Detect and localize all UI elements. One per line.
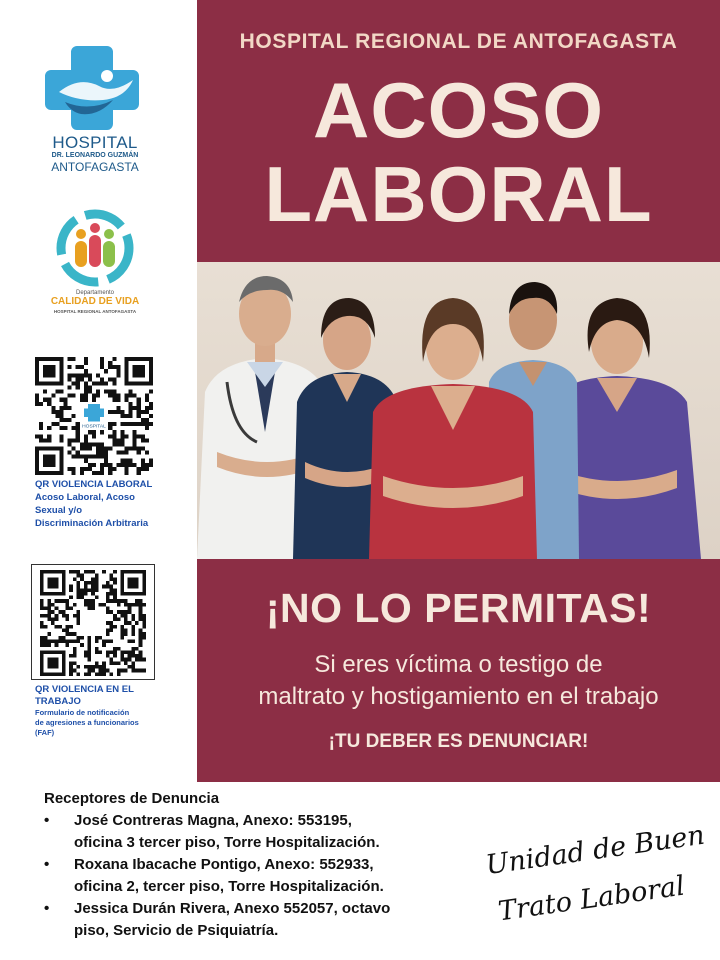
receptor-line: José Contreras Magna, Anexo: 553195, [74, 812, 352, 829]
qr1-desc-line: Discriminación Arbitraria [35, 518, 149, 529]
qr1-caption [35, 479, 190, 530]
receptores-section [44, 790, 464, 942]
calidad-de-vida-logo [45, 208, 145, 318]
qr-code-violencia-trabajo[interactable] [40, 570, 146, 676]
receptor-item [44, 810, 464, 854]
bullet-icon: • [44, 812, 50, 829]
qr2-title-line: TRABAJO [35, 696, 81, 707]
receptor-line: Roxana Ibacache Pontigo, Anexo: 552933, [74, 856, 374, 873]
slogan: ¡NO LO PERMITAS! [265, 585, 652, 631]
hospital-logo-line2: DR. LEONARDO GUZMÁN [51, 152, 139, 159]
hospital-logo-line1: HOSPITAL [52, 133, 138, 152]
qr2-desc-line: (FAF) [35, 728, 55, 737]
receptor-line: Jessica Durán Rivera, Anexo 552057, octavo [74, 900, 391, 917]
health-workers-illustration [197, 262, 720, 559]
receptor-line: oficina 2, tercer piso, Torre Hospitalización. [74, 878, 384, 895]
headline-laboral: LABORAL [264, 150, 653, 238]
qr1-center-label: HOSPITAL [82, 424, 106, 430]
hospital-title: HOSPITAL REGIONAL DE ANTOFAGASTA [239, 30, 678, 53]
signature-line1: Unidad de Buen [483, 819, 707, 882]
message-line-1: Si eres víctima o testigo de [314, 651, 603, 678]
bullet-icon: • [44, 900, 50, 917]
qr2-title-line: QR VIOLENCIA EN EL [35, 684, 134, 695]
nurse-red-figure [369, 298, 537, 559]
qr2-desc-line: de agresiones a funcionarios [35, 718, 139, 727]
staff-photo [197, 262, 720, 559]
bullet-icon: • [44, 856, 50, 873]
calidad-dept: Departamento [75, 290, 115, 296]
people-circle-icon [45, 208, 145, 290]
qr2-caption [35, 684, 190, 738]
call-to-action: ¡TU DEBER ES DENUNCIAR! [328, 731, 589, 752]
receptor-item [44, 854, 464, 898]
qr1-title: QR VIOLENCIA LABORAL [35, 479, 153, 490]
unidad-buen-trato-signature [478, 808, 708, 938]
qr2-desc-line: Formulario de notificación [35, 708, 130, 717]
calidad-name: CALIDAD DE VIDA [50, 296, 140, 307]
receptor-line: piso, Servicio de Psiquiatría. [74, 922, 279, 939]
calidad-sub: HOSPITAL REGIONAL ANTOFAGASTA [53, 309, 137, 314]
qr2-frame [31, 564, 155, 680]
qr1-desc-line: Acoso Laboral, Acoso [35, 492, 135, 503]
hospital-logo-line3: ANTOFAGASTA [51, 160, 139, 174]
receptores-list [44, 810, 464, 942]
receptor-item [44, 898, 464, 942]
left-column [0, 0, 197, 782]
signature-line2: Trato Laboral [496, 870, 687, 928]
message-line-2: maltrato y hostigamiento en el trabajo [258, 683, 659, 710]
qr1-desc-line: Sexual y/o [35, 505, 82, 516]
hospital-logo [45, 42, 145, 177]
receptores-title: Receptores de Denuncia [44, 790, 220, 807]
qr-code-violencia-laboral[interactable] [35, 357, 153, 475]
headline-acoso: ACOSO [312, 66, 605, 154]
poster-header [197, 0, 720, 262]
receptor-line: oficina 3 tercer piso, Torre Hospitalización. [74, 834, 380, 851]
hospital-cross-icon [45, 42, 145, 132]
poster-footer [197, 559, 720, 782]
